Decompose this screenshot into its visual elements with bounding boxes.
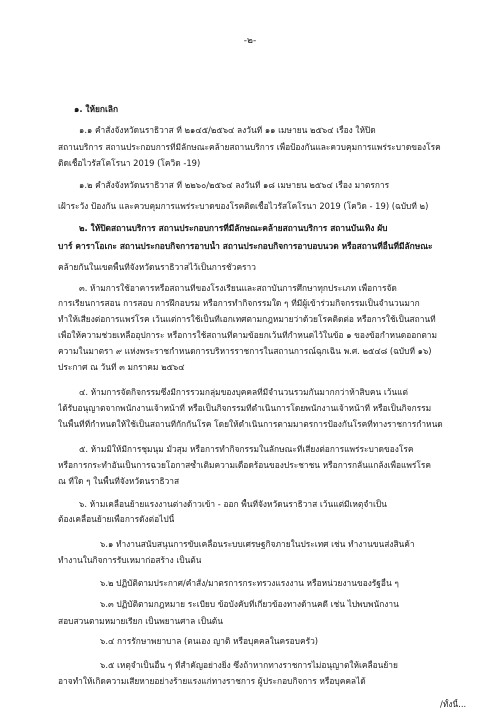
body-line: สอบสวนตามหมายเรียก เป็นพยานศาล เป็นต้น: [58, 616, 223, 626]
body-line: ทำให้เสี่ยงต่อการแพร่โรค เว้นแต่การใช้เป็นที่เอกเทศตามกฎหมายว่าด้วยโรคติดต่อ หรือการใช้เป็นสถานที่: [58, 314, 436, 324]
body-line: ทำงานในกิจการรับเหมาก่อสร้าง เป็นต้น: [58, 555, 202, 565]
body-line: หรือการกระทำอันเป็นการฉวยโอกาสซ้ำเติมความเดือดร้อนของประชาชน หรือการกลั่นแกล้งเพื่อแพร่โรค: [58, 460, 432, 470]
body-line: ๑. ให้ยกเลิก: [74, 104, 119, 114]
body-line: ๖.๕ เหตุจำเป็นอื่น ๆ ที่สำคัญอย่างยิ่ง ซึ่งถ้าหากทางราชการไม่อนุญาตให้เคลื่อนย้าย: [100, 660, 398, 670]
body-line: ๒. ให้ปิดสถานบริการ สถานประกอบการที่มีลักษณะคล้ายสถานบริการ สถานบันเทิง ผับ: [79, 223, 388, 233]
body-line: การเรียนการสอน การสอบ การฝึกอบรม หรือการทำกิจกรรมใด ๆ ที่มีผู้เข้าร่วมกิจกรรมเป็นจำนวนมาก: [58, 298, 420, 308]
body-line: ๓. ห้ามการใช้อาคารหรือสถานที่ของโรงเรียนและสถาบันการศึกษาทุกประเภท เพื่อการจัด: [79, 283, 397, 293]
body-line: /ทั้งนี้...: [440, 699, 467, 709]
body-line: คล้ายกันในเขตพื้นที่จังหวัดนราธิวาสไว้เป็นการชั่วคราว: [58, 262, 256, 272]
body-line: ๔. ห้ามการจัดกิจกรรมซึ่งมีการรวมกลุ่มของบุคคลที่มีจำนวนรวมกันมากกว่าห้าสิบคน เว้นแต่: [79, 387, 408, 397]
body-line: ๖.๓ ปฏิบัติตามกฎหมาย ระเบียบ ข้อบังคับที่เกี่ยวข้องทางด้านคดี เช่น ไปพบพนักงาน: [100, 599, 399, 609]
body-line: ณ ที่ใด ๆ ในพื้นที่จังหวัดนราธิวาส: [58, 476, 180, 486]
body-line: ๕. ห้ามมิให้มีการชุมนุม มั่วสุม หรือการทำกิจกรรมในลักษณะที่เสี่ยงต่อการแพร่ระบาดของโรค: [79, 444, 414, 454]
body-line: ๖.๑ ทำงานสนับสนุนการขับเคลื่อนระบบเศรษฐกิจภายในประเทศ เช่น ทำงานขนส่งสินค้า: [100, 539, 415, 549]
body-line: ๑.๑ คำสั่งจังหวัดนราธิวาส ที่ ๒๑๔๕/๒๕๖๔ ลงวันที่ ๑๑ เมษายน ๒๕๖๔ เรื่อง ให้ปิด: [79, 125, 376, 135]
body-line: ประกาศ ณ วันที่ ๓ มกราคม ๒๕๖๔: [58, 362, 185, 372]
body-line: เฝ้าระวัง ป้องกัน และควบคุมการแพร่ระบาดของโรคติดเชื้อไวรัสโคโรนา 2019 (โควิด - 19) (ฉบับที่ ๒): [58, 201, 429, 211]
body-line: ๖. ห้ามเคลื่อนย้ายแรงงานต่างด้าวเข้า - ออก พื้นที่จังหวัดนราธิวาส เว้นแต่มีเหตุจำเป็น: [79, 499, 387, 509]
body-line: ได้รับอนุญาตจากพนักงานเจ้าหน้าที่ หรือเป็นกิจกรรมที่ดำเนินการโดยพนักงานเจ้าหน้าที่ หรือเป็นกิจกรรม: [58, 403, 432, 413]
body-line: ในพื้นที่ที่กำหนดให้ใช้เป็นสถานที่กักกันโรค โดยให้ดำเนินการตามมาตรการป้องกันโรคที่ทางราชการกำหนด: [58, 419, 443, 429]
body-line: ๖.๒ ปฏิบัติตามประกาศ/คำสั่ง/มาตรการกระทรวงแรงงาน หรือหน่วยงานของรัฐอื่น ๆ: [100, 578, 399, 588]
page-number: -๒-: [243, 36, 257, 46]
body-line: ต้องเคลื่อนย้ายเพื่อการดังต่อไปนี้: [58, 514, 175, 524]
body-line: สถานบริการ สถานประกอบการที่มีลักษณะคล้ายสถานบริการ เพื่อป้องกันและควบคุมการแพร่ระบาดของโรค: [58, 142, 441, 152]
body-line: บาร์ คาราโอเกะ สถานประกอบกิจการอาบน้ำ สถานประกอบกิจการอาบอบนวด หรือสถานที่อื่นที่มีลักษณะ: [58, 241, 433, 251]
body-line: เพื่อให้ความช่วยเหลืออุปการะ หรือการใช้สถานที่ตามข้อยกเว้นที่กำหนดไว้ในข้อ ๑ ของข้อกำหนดออกตาม: [58, 330, 438, 340]
body-line: ติดเชื้อไวรัสโคโรนา 2019 (โควิด -19): [58, 158, 201, 168]
body-line: ความในมาตรา ๙ แห่งพระราชกำหนดการบริหารราชการในสถานการณ์ฉุกเฉิน พ.ศ. ๒๕๔๘ (ฉบับที่ ๑๖): [58, 346, 432, 356]
body-line: อาจทำให้เกิดความเสียหายอย่างร้ายแรงแก่ทางราชการ ผู้ประกอบกิจการ หรือบุคคลได้: [58, 676, 366, 686]
body-line: ๑.๒ คำสั่งจังหวัดนราธิวาส ที่ ๒๒๖๐/๒๕๖๔ ลงวันที่ ๑๘ เมษายน ๒๕๖๔ เรื่อง มาตรการ: [79, 180, 390, 190]
body-line: ๖.๔ การรักษาพยาบาล (ตนเอง ญาติ หรือบุคคลในครอบครัว): [100, 636, 319, 646]
